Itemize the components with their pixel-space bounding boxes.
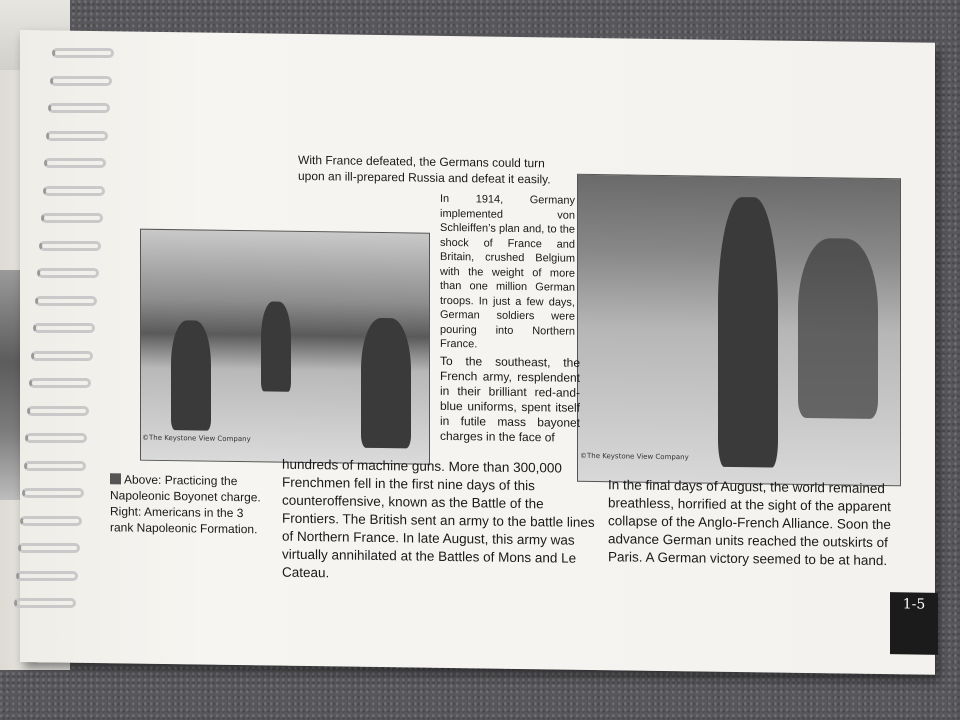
spiral-ring [48, 103, 110, 113]
photo-credit-left: ©The Keystone View Company [142, 433, 251, 444]
caption-above: Above: Practicing the Napoleonic Boyonet charge. [110, 472, 261, 505]
soldier-figure [171, 320, 211, 431]
photo-credit-right: ©The Keystone View Company [580, 451, 689, 462]
spiral-ring [20, 516, 82, 526]
photo-caption [110, 471, 270, 537]
spiral-ring [43, 186, 105, 196]
right-paragraph: In the final days of August, the world remained breathless, horrified at the sight of the apparent collapse of the Anglo-French Alliance. Soon the advance German units reached the outskirts of Paris. A German victory seemed to be at hand. [608, 477, 891, 569]
spiral-ring [33, 323, 95, 333]
spiral-ring [24, 461, 86, 471]
spiral-ring [16, 571, 78, 581]
spiral-ring [50, 76, 112, 86]
book-page [20, 30, 935, 675]
main-paragraph: hundreds of machine guns. More than 300,000 Frenchmen fell in the first nine days of this counteroffensive, known as the Battle of the Frontiers. The British sent an army to the battle lines of Northern France. In late August, this army was virtually annihilated at the Battles of Mons and Le Cateau. [282, 456, 595, 581]
spiral-binding [4, 48, 112, 638]
page-number: 1-5 [902, 596, 926, 613]
page-number-tab [890, 592, 938, 655]
spiral-ring [31, 351, 93, 361]
soldier-figure [718, 197, 778, 468]
soldier-figure [261, 301, 291, 391]
spiral-ring [46, 131, 108, 141]
spiral-ring [29, 378, 91, 388]
caption-right: Right: Americans in the 3 rank Napoleonic Formation. [110, 504, 258, 537]
spiral-ring [22, 488, 84, 498]
spiral-ring [39, 241, 101, 251]
spiral-ring [41, 213, 103, 223]
column-paragraph-2: To the southeast, the French army, resplendent in their brilliant red-and-blue uniforms, spent itself in futile mass bayonet charges in the face of [440, 353, 580, 445]
soldier-figure [361, 318, 411, 449]
bayonet-practice-photo [140, 229, 430, 465]
spiral-ring [14, 598, 76, 608]
spiral-ring [27, 406, 89, 416]
spiral-ring [44, 158, 106, 168]
intro-text: With France defeated, the Germans could turn upon an ill-prepared Russia and defeat it easily. [298, 152, 551, 187]
spiral-ring [52, 48, 114, 58]
spiral-ring [18, 543, 80, 553]
spiral-ring [25, 433, 87, 443]
spiral-ring [35, 296, 97, 306]
spiral-ring [37, 268, 99, 278]
formation-photo [577, 174, 901, 487]
soldier-figure [798, 238, 878, 419]
column-paragraph-1: In 1914, Germany implemented von Schleiffen’s plan and, to the shock of France and Britain, crushed Belgium with the weight of more than one million German troops. In just a few days, German soldiers were pouring into Northern France. [440, 192, 575, 351]
